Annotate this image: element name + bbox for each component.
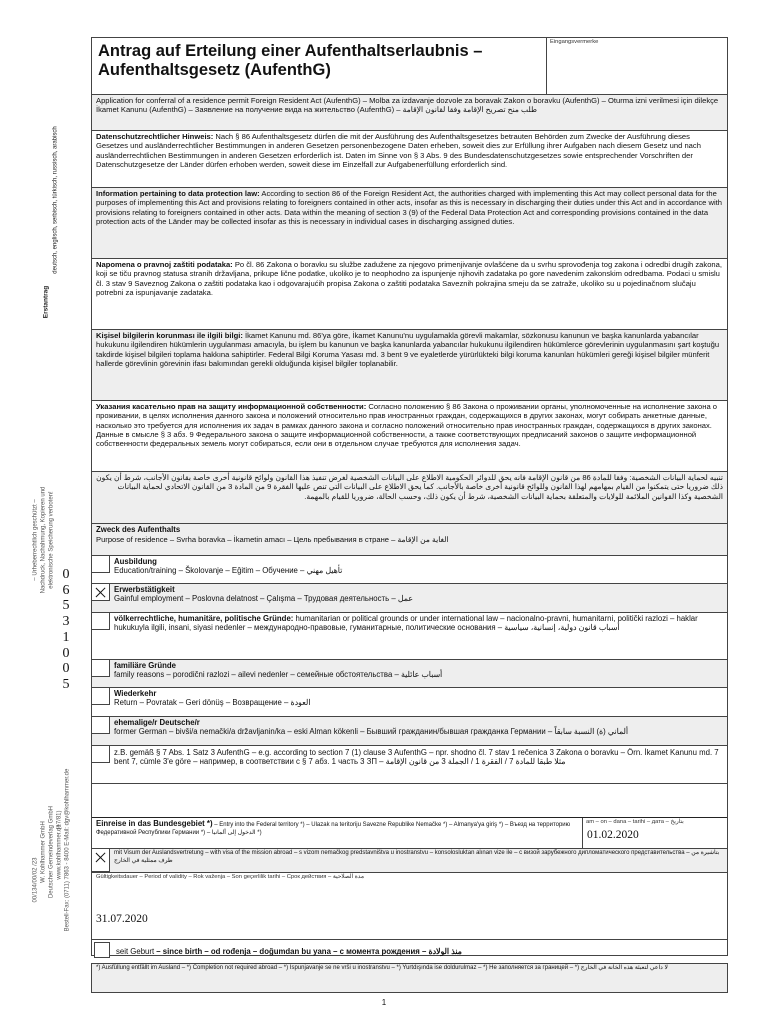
option-other[interactable]	[92, 745, 727, 783]
option-translation: former German – bivši/a nemački/a državljanin/ka – eski Alman kökenli – Бывший гражданин/бывшая гражданка Германии – ألماني (ة) النسبة سابقاً	[114, 727, 628, 737]
form-title-line-1: Antrag auf Erteilung einer Aufenthaltserlaubnis –	[98, 42, 483, 60]
notice-de-title: Datenschutzrechtlicher Hinweis:	[96, 132, 214, 141]
copyright-line-2: Nachdruck, Nachahmung, Kopieren und	[40, 486, 47, 594]
footnote-text: *) Ausfüllung entfällt im Ausland – *) Completion not required abroad – *) Ispunjavanje se ne vrši u inostranstvu – *) Yurtdışında ise doldurulmaz – *) Не заполняется за границей – *) لا داعي لتعبئة هذه الخانة في الخارج	[96, 965, 668, 971]
notice-tr	[92, 329, 727, 400]
option-label: Ausbildung	[114, 557, 157, 566]
option-label: Erwerbstätigkeit	[114, 585, 175, 594]
revision-code: (17/81)	[56, 810, 63, 830]
publisher-line-3: www.kohlhammer.de	[56, 824, 63, 880]
footnote	[91, 963, 728, 993]
notice-de-text: Nach § 86 Aufenthaltsgesetz dürfen die mit der Ausführung des Aufenthaltsgesetzes betrauten Behörden zum Zwecke der Ausführung dieses Gesetzes und ausländerrechtlicher Bestimmungen in anderen Gesetzen personenbezogene Daten erheben, soweit dies zur Erfüllung ihrer Aufgaben nach diesem Gesetz und nach ausländerrechtlichen Bestimmungen in anderen Gesetzen erforderlich ist. Daten im Sinne von § 3 Abs. 9 des Bundesdatenschutzgesetzes sowie entsprechender Vorschriften der Datenschutzgesetze der Länder dürfen erhoben werden, soweit diese im Einzelfall zur Aufgabenerfüllung erforderlich sind.	[96, 132, 701, 169]
option-label: familiäre Gründe	[114, 661, 176, 670]
validity-field[interactable]	[92, 872, 727, 908]
receipt-stamp-label: Eingangsvermerke	[550, 39, 599, 45]
option-translation: Return – Povratak – Geri dönüş – Возвращение – العودة	[114, 698, 311, 708]
notice-ar	[92, 471, 727, 523]
notice-ru-text: Согласно положению § 86 Закона о проживании органы, уполномоченные на исполнение закона о проживании, в целях исполнения данного закона и положений относительно прав иностранных граждан, содержащихся в других законах, могут собирать анкетные данные, насколько это требуется для исполнения их задач в рамках данного закона и согласно положений относительно прав иностранных граждан, содержащихся в других законах. Данные в смысле § 3 абз. 9 Федерального закона о защите информационной собственности, а также соответствующих предписаний законов о защите информационной собственности федеральных земель могут собираться, если они в отдельном случае требуются для исполнения задач.	[96, 402, 718, 449]
checkbox-erwerbstaetigkeit-checked[interactable]	[92, 584, 110, 601]
option-return[interactable]	[92, 687, 727, 716]
languages-label: deutsch, englisch, serbisch, türkisch, russisch, arabisch	[52, 126, 59, 274]
form-type-label: Erstantrag	[42, 285, 50, 319]
checkbox-since-birth[interactable]	[94, 942, 110, 958]
copyright-line-3: elektronische Speicherung verboten!	[48, 491, 55, 589]
checkbox-humanitarian[interactable]	[92, 613, 110, 630]
order-number: 00/134/00/02 /23	[32, 857, 39, 903]
entry-heading	[92, 818, 582, 839]
validity-value-row[interactable]	[92, 908, 727, 939]
notice-ar-text: تنبيه لحماية البيانات الشخصية: وفقا للمادة 86 من قانون الإقامة فانه يحق للدوائر الحكومية الاطلاع على البيانات الشخصية لغرض تنفيذ هذا القانون ولوائح قانونية أخرى خاصة بقانون الأجانب، شرط أن يكون ذلك ضروريا حتى يتمكنوا من القيام بمهامهم لهذا القانون وللوائح قانونية أخرى خاصة بالأجانب. كما يحق الاطلاع على البيانات التي تنص عليها الفقرة 9 من المادة 3 من القانون الاتحادي لحماية البيانات الشخصية وكذا القوانين الملائمة للولايات والمتعلقة بحماية البيانات الشخصية، شرط أن يكون ذلك، وحسب الحالة، ضروريا للقيام بالمهمة.	[96, 473, 723, 501]
notice-ru-title: Указания касательно прав на защиту информационной собственности:	[96, 402, 367, 411]
notice-sr	[92, 258, 727, 329]
since-birth-row[interactable]	[92, 939, 727, 964]
other-purpose-hint: z.B. gemäß § 7 Abs. 1 Satz 3 AufenthG – e.g. according to section 7 (1) clause 3 AufenthG – npr. shodno čl. 7 stav 1 rečenica 3 Zakona o boravku – Örn. İkamet Kanunu md. 7 bent 7, cümle 3'e göre – например, в соответствии с § 7 абз. 1 часть 3 ЗП – مثلا طبقا للمادة 7 / الفقرة 1 / الجملة 3 من قانون الإقامة	[114, 748, 719, 767]
validity-value: 31.07.2020	[96, 913, 148, 925]
entry-date-value: 01.02.2020	[587, 829, 639, 842]
option-label: völkerrechtliche, humanitäre, politische Gründe:	[114, 614, 294, 623]
order-fax-line: Bestell-Fax: (0711) 7863 - 8400 E-Mail: dgv@kohlhammer.de	[64, 768, 71, 932]
application-form	[91, 37, 728, 956]
checkbox-ausbildung[interactable]	[92, 556, 110, 573]
option-translation: Education/training – Školovanje – Eğitim – Обучение – تأهيل مهني	[114, 566, 343, 576]
form-number: 0 6 5 3 1 0 0 5	[62, 567, 70, 693]
option-translation: family reasons – porodični razlozi – ailevi nedenler – семейные обстоятельства – أسباب عائلية	[114, 670, 443, 680]
page-number: 1	[381, 998, 387, 1007]
notice-sr-text: Po čl. 86 Zakona o boravku su službe zadužene za njegovo primenjivanje ovlašćene da u svrhu sprovođenja tog zakona i odredbi drugih zakona, koji se tiču pravnog statusa stranih državljana, prikupe lične podatke, ukoliko je to neophodno za ispunjenje njihovih zadataka po gore navedenim zakonskim odredbama. Podaci u smislu čl. 3 stav 9 Saveznog Zakona o zaštiti podataka kao i odgovarajućih propisa Zakona o zaštiti podataka Saveznih pokrajina smeju da se zatraže, ukoliko su u pojedinačnom slučaju potrebni za ispunjavanje zadataka.	[96, 260, 722, 297]
purpose-header	[92, 523, 727, 555]
publisher-line-2: Deutscher Gemeindeverlag GmbH	[48, 805, 55, 899]
notice-en-title: Information pertaining to data protection law:	[96, 189, 260, 198]
checkbox-former-german[interactable]	[92, 717, 110, 734]
intro-translation	[92, 94, 727, 130]
option-erwerbstaetigkeit[interactable]	[92, 583, 727, 612]
option-family[interactable]	[92, 659, 727, 687]
option-former-german[interactable]	[92, 716, 727, 745]
notice-ru	[92, 400, 727, 471]
visa-label: mit Visum der Auslandsvertretung – with visa of the mission abroad – s vizom nemačkog predstavništva u inostranstvu – konsolosluktan alınan vize ile – с визой зарубежного дипломатического представительства – بتأشيرة من طرف ممثلية في الخارج	[114, 850, 720, 864]
purpose-subtitle: Purpose of residence – Svrha boravka – İkametin amacı – Цель пребывания в стране – الغاية من الإقامة	[96, 534, 449, 544]
other-purpose-input[interactable]	[92, 783, 727, 817]
option-humanitarian[interactable]	[92, 612, 727, 659]
form-header	[92, 38, 546, 94]
visa-row[interactable]	[92, 848, 727, 872]
checkbox-other[interactable]	[92, 746, 110, 763]
entry-translation: – Entry into the Federal territory *) – Ulazak na teritoriju Savezne Republike Nemačke *) – Almanya'ya giriş *) – Въезд на территорию Федеративной Республики Германии *) – الدخول إلى ألمانيا *)	[96, 822, 571, 836]
since-birth-translation: – since birth – od rođenja – doğumdan bu yana – с момента рождения – منذ الولادة	[154, 947, 462, 956]
since-birth-label: seit Geburt	[116, 947, 155, 956]
option-ausbildung[interactable]	[92, 555, 727, 583]
notice-en-text: According to section 86 of the Foreign Resident Act, the authorities charged with implementing this Act may collect personal data for the purposes of implementing this Act and provisions relating to foreigners contained in other acts, insofar as this is necessary in discharging their duties under this Act and in accordance with provisions relating to foreigners contained in other acts. Data within the meaning of section 3 (9) of the Federal Data Protection Act and corresponding provisions contained in the data protection acts of the Länder may be collected insofar as this is necessary in individual cases in discharging assigned duties.	[96, 189, 722, 226]
publisher-line-1: W. Kohlhammer GmbH	[40, 821, 47, 883]
checkbox-family[interactable]	[92, 660, 110, 677]
entry-title: Einreise in das Bundesgebiet *)	[96, 819, 213, 828]
validity-label: Gültigkeitsdauer – Period of validity – Rok važenja – Son geçerlilik tarihi – Срок действия – مدة الصلاحية	[96, 874, 364, 880]
option-label: ehemalige/r Deutsche/r	[114, 718, 200, 727]
option-label: Wiederkehr	[114, 689, 157, 698]
notice-en	[92, 187, 727, 258]
entry-date-label: am – on – dana – tarihi – дата – بتاريخ	[586, 819, 684, 825]
checkbox-return[interactable]	[92, 688, 110, 705]
notice-tr-title: Kişisel bilgilerin korunması ile ilgili bilgi:	[96, 331, 243, 340]
entry-date-field[interactable]	[582, 818, 727, 849]
notice-de	[92, 130, 727, 187]
notice-sr-title: Napomena o pravnoj zaštiti podataka:	[96, 260, 233, 269]
left-margin	[0, 0, 92, 1024]
checkbox-visa-checked[interactable]	[92, 849, 110, 872]
copyright-line-1: – Urheberrechtlich geschützt –	[32, 499, 39, 581]
receipt-stamp-field[interactable]	[546, 38, 727, 94]
option-translation: humanitarian or political grounds or under international law – nacionalno-pravni, humanitarni, politički razlozi – haklar hukukuyla ilgili, insani, siyasi nedenler – международно-правовые, гуманитарные, политические основания – أسباب قانون دولية، إنسانية، سياسية	[114, 614, 698, 633]
form-title-line-2: Aufenthaltsgesetz (AufenthG)	[98, 60, 331, 79]
purpose-title: Zweck des Aufenthalts	[96, 525, 181, 534]
notice-tr-text: İkamet Kanunu md. 86'ya göre, İkamet Kanunu'nu uygulamakla görevli makamlar, sözkonusu kanunun ve başka kanunlarda yabancılar hukukunu ilgilendiren hükümlerin uygulanması amacıyla, bu işlem bu kanunun ve başka kanunlarda yabancılar hukukunu ilgilendiren hükümlerce görevlerinin uygulanmasını şart koştuğu takdirde kişisel bilgileri toplama hakkına sahiptirler. Federal Bilgi Koruma Yasası md. 3 bent 9 ve eyaletlerde yürürlükteki bilgi koruma kanunları hükümleri gereği kişisel bilgiler münferit hallerde görevlinin görevinin ifası bakımından gerekli olduğunda kişisel bilgiler toplanabilir.	[96, 331, 720, 368]
option-translation: Gainful employment – Poslovna delatnost – Çalışma – Трудовая деятельность – عمل	[114, 594, 413, 604]
intro-text: Application for conferral of a residence permit Foreign Resident Act (AufenthG) – Molba za izdavanje dozvole za boravak Zakon o boravku (AufenthG) – Oturma izni verilmesi için dilekçe İkamet Kanunu (AufenthG) – Заявление на получение вида на жительство (AufenthG) – طلب منح تصريح الإقامة وفقا لقانون الإقامة	[96, 96, 719, 115]
